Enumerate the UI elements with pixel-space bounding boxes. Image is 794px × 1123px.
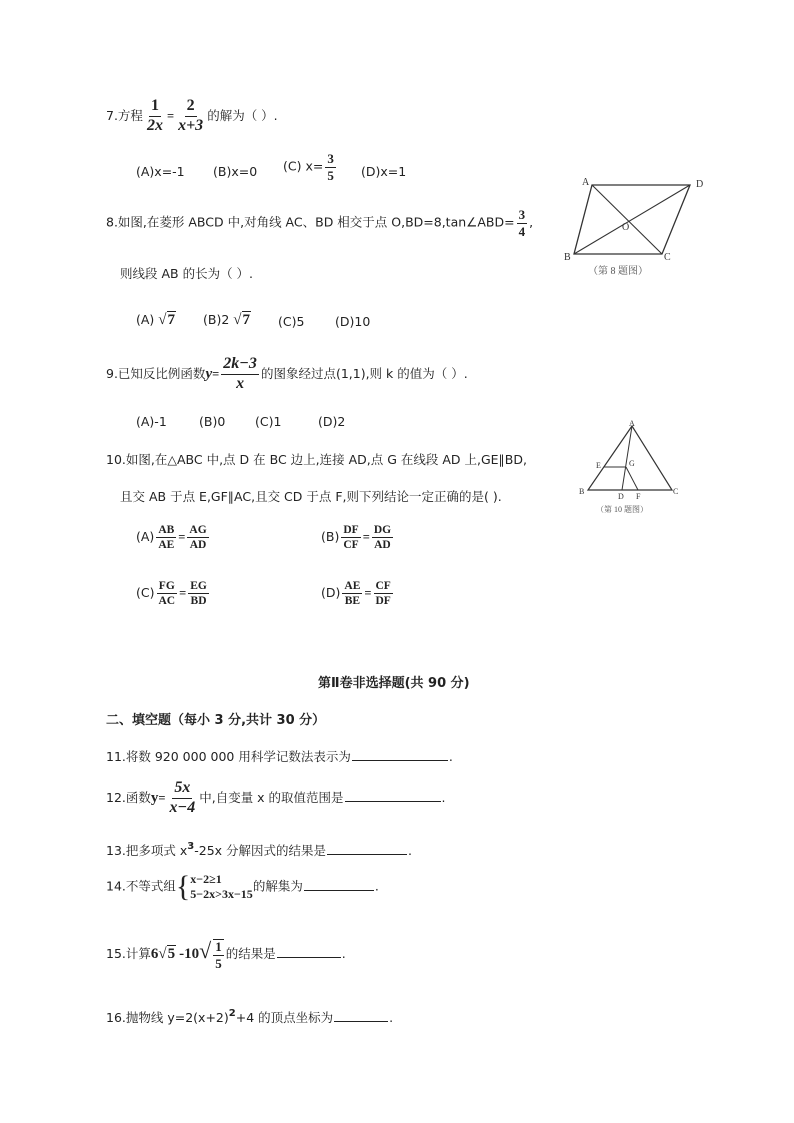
label-d: D [618, 492, 624, 501]
triangle-diagram [576, 418, 682, 518]
question-12: 12.函数y= $\frac{5x}{x-4}$ 中,自变量 x 的取值范围是 . [106, 779, 446, 816]
figure-10 [576, 418, 682, 518]
label-b: B [564, 252, 571, 263]
question-9: 9.已知反比例函数y= $\frac{2k-3}{x}$ 的图象经过点(1,1),则 k 的值为（ ）. [106, 355, 468, 392]
q9-option-c: (C)1 [255, 414, 282, 429]
q9-option-d: (D)2 [318, 414, 346, 429]
q12-answer-blank[interactable] [345, 789, 441, 802]
q9-option-a: (A)-1 [136, 414, 167, 429]
label-g: G [629, 459, 635, 468]
q8-option-a: (A) √7 [136, 312, 176, 328]
question-11: 11.将数 920 000 000 用科学记数法表示为 . [106, 749, 453, 764]
q12-fraction: $\frac{5x}{x-4}$ [169, 779, 196, 816]
q7-prefix: 7.方程 [106, 107, 143, 123]
question-15: 15.计算6√5 -10√ $\frac{1}{5}$ 的结果是 . [106, 938, 346, 971]
q13-answer-blank[interactable] [327, 842, 407, 855]
label-o: O [622, 222, 630, 233]
q7-option-c: (C) x= $\frac{3}{5}$ [283, 151, 334, 183]
q8-line2: 则线段 AB 的长为（ ）. [120, 266, 254, 281]
figure-8 [560, 172, 704, 282]
q7-lhs-fraction: $\frac{1}{2x}$ [146, 97, 163, 134]
q8-option-d: (D)10 [335, 314, 371, 329]
label-c: C [673, 487, 679, 496]
q7-suffix: 的解为（ ）. [207, 107, 278, 123]
question-13: 13.把多项式 $x^3-25x$ 分解因式的结果是 . [106, 841, 413, 858]
section-2-title: 第Ⅱ卷非选择题(共 90 分) [318, 676, 470, 691]
segment-gf [626, 467, 638, 490]
question-8: 8.如图,在菱形 ABCD 中,对角线 AC、BD 相交于点 O,BD=8,tan∠ABD= $\frac{3}{4}$ , [106, 207, 534, 239]
q7-option-b: (B)x=0 [213, 164, 258, 179]
label-a: A [582, 177, 590, 188]
q7-option-a: (A)x=-1 [136, 164, 185, 179]
figure-8-caption: （第 8 题图） [588, 266, 648, 277]
diagonal-bd [574, 185, 690, 254]
figure-10-caption: （第 10 题图） [596, 505, 648, 514]
q14-answer-blank[interactable] [304, 878, 374, 891]
question-7: 7.方程 $\frac{1}{2x}$ = $\frac{2}{x+3}$ 的解为（ ）. [106, 97, 278, 134]
label-e: E [596, 461, 601, 470]
label-b: B [579, 487, 585, 496]
label-d: D [696, 179, 704, 190]
q10-option-d: (D) $\frac{AE}{BE}$ = $\frac{CF}{DF}$ [321, 580, 391, 608]
q15-answer-blank[interactable] [277, 945, 341, 958]
q11-answer-blank[interactable] [352, 748, 448, 761]
question-14: 14.不等式组{ x−2≥1 5−2x>3x−15 的解集为 . [106, 870, 379, 903]
q9-option-b: (B)0 [199, 414, 226, 429]
diagonal-ac [592, 185, 662, 254]
q16-answer-blank[interactable] [334, 1009, 388, 1022]
q8-tan-fraction: $\frac{3}{4}$ [518, 207, 526, 239]
label-a: A [629, 419, 635, 428]
q10-option-a: (A) $\frac{AB}{AE}$ = $\frac{AG}{AD}$ [136, 524, 207, 552]
label-f: F [636, 492, 641, 501]
question-16: 16.抛物线 $y=2(x+2)^2+4$ 的顶点坐标为 . [106, 1008, 394, 1025]
rhombus-diagram [560, 172, 704, 282]
q10-option-c: (C) $\frac{FG}{AC}$ = $\frac{EG}{BD}$ [136, 580, 207, 608]
q8-option-c: (C)5 [278, 314, 305, 329]
inequality-system: x−2≥1 5−2x>3x−15 [190, 872, 253, 901]
q10-line2: 且交 AB 于点 E,GF∥AC,且交 CD 于点 F,则下列结论一定正确的是( ). [120, 489, 502, 504]
segment-ad [622, 426, 632, 490]
part-2-heading: 二、填空题（每小 3 分,共计 30 分） [106, 713, 326, 728]
q10-option-b: (B) $\frac{DF}{CF}$ = $\frac{DG}{AD}$ [321, 524, 392, 552]
q8-option-b: (B)2 √7 [203, 312, 251, 328]
q7-rhs-fraction: $\frac{2}{x+3}$ [178, 97, 204, 134]
q9-fraction: $\frac{2k-3}{x}$ [223, 355, 257, 392]
q10-line1: 10.如图,在△ABC 中,点 D 在 BC 边上,连接 AD,点 G 在线段 AD 上,GE∥BD, [106, 452, 527, 467]
label-c: C [664, 252, 671, 263]
q7-option-d: (D)x=1 [361, 164, 407, 179]
